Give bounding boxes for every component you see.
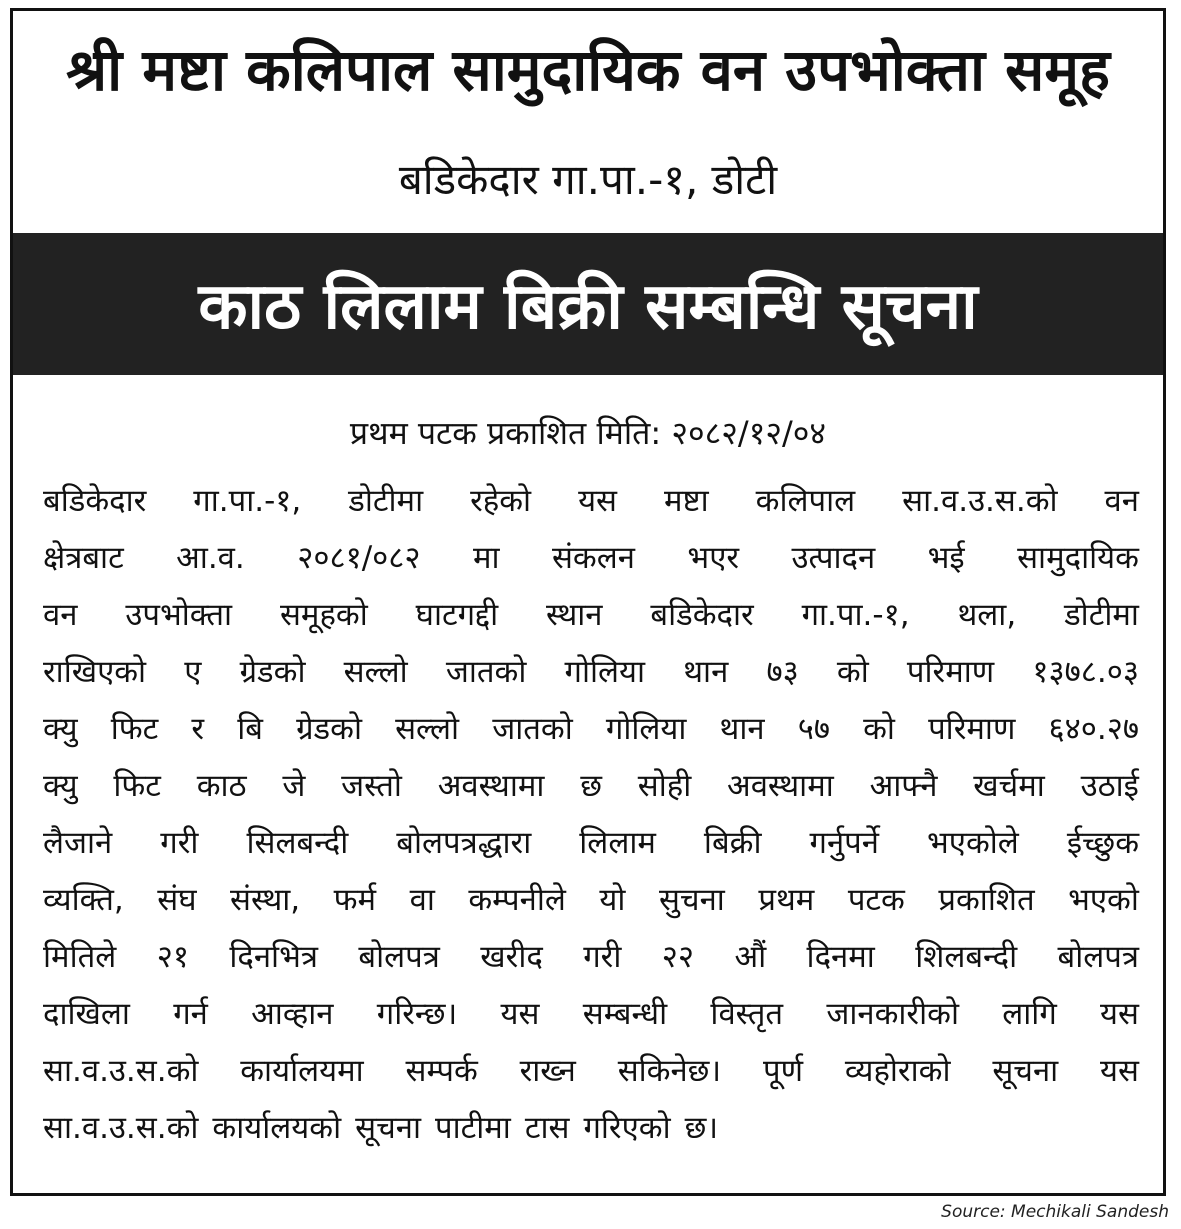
notice-frame (10, 8, 1166, 1196)
paragraph-word: कलिपाल (755, 483, 856, 519)
paragraph-word: गोलिया (564, 654, 646, 690)
paragraph-word: सामुदायिक (1017, 540, 1139, 576)
paragraph-word: बोलपत्र (1057, 939, 1139, 975)
paragraph-word: फिट (110, 711, 159, 747)
paragraph-line (43, 587, 1139, 644)
paragraph-word: मा (472, 540, 500, 576)
paragraph-word: सम्पर्क (405, 1053, 478, 1089)
paragraph-word: दिनमा (806, 939, 875, 975)
paragraph-word: यस (1100, 1053, 1139, 1089)
paragraph-word: अवस्थामा (727, 768, 834, 804)
source-credit: Source: Mechikali Sandesh (941, 1202, 1169, 1222)
organization-address: बडिकेदार गा.पा.-१, डोटी (398, 155, 778, 204)
paragraph-word: लिलाम (579, 825, 656, 861)
paragraph-word: थला, (957, 597, 1017, 633)
paragraph-word: राख्न (519, 1053, 576, 1089)
paragraph-word: बोलपत्र (358, 939, 440, 975)
paragraph-word: वन (1104, 483, 1139, 519)
paragraph-word: काठ (196, 768, 247, 804)
paragraph-word: प्रकाशित (938, 882, 1035, 918)
paragraph-line (43, 701, 1139, 758)
paragraph-word: ७३ (766, 654, 799, 690)
paragraph-word: क्यु (43, 768, 78, 804)
paragraph-word: यस (500, 996, 540, 1032)
paragraph-word: गरी (583, 939, 622, 975)
paragraph-word: सा.व.उ.स.को (43, 1053, 199, 1089)
paragraph-word: सल्लो (343, 654, 408, 690)
paragraph-line (43, 1100, 1139, 1157)
paragraph-word: लैजाने (43, 825, 113, 861)
paragraph-line (43, 815, 1139, 872)
paragraph-word: ग्रेडको (296, 711, 362, 747)
paragraph-word: ५७ (797, 711, 830, 747)
paragraph-word: सुचना (658, 882, 725, 918)
paragraph-word: पूर्ण (763, 1053, 804, 1089)
organization-name: श्री मष्टा कलिपाल सामुदायिक वन उपभोक्ता समूह (66, 36, 1110, 104)
paragraph-word: टास (524, 1110, 570, 1146)
paragraph-word: खर्चमा (973, 768, 1045, 804)
paragraph-word: २०८१/०८२ (297, 540, 421, 576)
paragraph-word: २१ (156, 939, 189, 975)
paragraph-line (43, 758, 1139, 815)
paragraph-word: ईच्छुक (1066, 825, 1139, 861)
paragraph-word: सिलबन्दी (246, 825, 349, 861)
paragraph-word: थान (683, 654, 729, 690)
paragraph-word: कार्यालयको (212, 1110, 342, 1146)
paragraph-word: को (836, 654, 869, 690)
paragraph-word: संस्था, (230, 882, 301, 918)
paragraph-word: १३७८.०३ (1032, 654, 1139, 690)
paragraph-word: क्षेत्रबाट (43, 540, 124, 576)
paragraph-word: आव्हान (251, 996, 334, 1032)
paragraph-word: उठाई (1080, 768, 1139, 804)
publication-date: प्रथम पटक प्रकाशित मिति: २०८२/१२/०४ (349, 414, 827, 452)
paragraph-word: पाटीमा (434, 1110, 511, 1146)
paragraph-word: गरी (160, 825, 199, 861)
paragraph-word: वन (43, 597, 78, 633)
paragraph-word: फर्म (333, 882, 377, 918)
paragraph-word: मष्टा (663, 483, 709, 519)
paragraph-word: आ.व. (176, 540, 245, 576)
title-band (13, 233, 1163, 375)
paragraph-word: जे (282, 768, 306, 804)
paragraph-word: ग्रेडको (239, 654, 306, 690)
paragraph-word: गर्न (173, 996, 208, 1032)
paragraph-word: जानकारीको (826, 996, 959, 1032)
paragraph-word: परिमाण (906, 654, 995, 690)
paragraph-word: डोटीमा (348, 483, 424, 519)
paragraph-word: बडिकेदार (650, 597, 754, 633)
paragraph-line (43, 473, 1139, 530)
paragraph-word: घाटगद्दी (415, 597, 499, 633)
paragraph-word: को (863, 711, 895, 747)
paragraph-word: यो (599, 882, 626, 918)
paragraph-word: पटक (847, 882, 905, 918)
paragraph-word: सा.व.उ.स.को (43, 1110, 199, 1146)
paragraph-word: गरिएको (583, 1110, 671, 1146)
paragraph-word: आफ्नै (869, 768, 938, 804)
paragraph-word: लागि (1002, 996, 1057, 1032)
paragraph-word: मितिले (43, 939, 117, 975)
paragraph-word: जातको (492, 711, 573, 747)
paragraph-word: थान (719, 711, 765, 747)
paragraph-word: शिलबन्दी (915, 939, 1018, 975)
paragraph-line (43, 1043, 1139, 1100)
paragraph-word: सल्लो (395, 711, 460, 747)
paragraph-word: २२ (661, 939, 695, 975)
paragraph-word: गा.पा.-१, (193, 483, 302, 519)
paragraph-line (43, 872, 1139, 929)
paragraph-word: दाखिला (43, 996, 130, 1032)
paragraph-word: खरीद (480, 939, 543, 975)
notice-title: काठ लिलाम बिक्री सम्बन्धि सूचना (198, 270, 978, 344)
paragraph-word: दिनभित्र (229, 939, 318, 975)
paragraph-word: जस्तो (341, 768, 402, 804)
paragraph-word: भई (927, 540, 965, 576)
paragraph-word: सोही (637, 768, 692, 804)
paragraph-word: ६४०.२७ (1048, 711, 1139, 747)
paragraph-word: भएकोले (927, 825, 1019, 861)
paragraph-word: ए (184, 654, 202, 690)
paragraph-word: प्रथम (758, 882, 815, 918)
paragraph-word: रहेको (470, 483, 532, 519)
paragraph-word: बि (237, 711, 263, 747)
paragraph-word: क्यु (43, 711, 78, 747)
paragraph-word: कम्पनीले (468, 882, 566, 918)
paragraph-word: बोलपत्रद्धारा (396, 825, 532, 861)
paragraph-word: डोटीमा (1064, 597, 1139, 633)
paragraph-word: उत्पादन (791, 540, 876, 576)
paragraph-word: व्यक्ति, (43, 882, 124, 918)
paragraph-word: सूचना (992, 1053, 1059, 1089)
paragraph-line (43, 530, 1139, 587)
paragraph-word: समूहको (279, 597, 368, 633)
paragraph-word: वा (409, 882, 435, 918)
paragraph-word: सम्बन्धी (582, 996, 668, 1032)
paragraph-word: गर्नुपर्ने (809, 825, 879, 861)
paragraph-word: र (191, 711, 205, 747)
paragraph-line (43, 986, 1139, 1043)
paragraph-word: जातको (445, 654, 527, 690)
paragraph-word: संकलन (551, 540, 635, 576)
paragraph-word: बडिकेदार (43, 483, 147, 519)
paragraph-word: भएर (687, 540, 740, 576)
paragraph-word: सा.व.उ.स.को (902, 483, 1058, 519)
paragraph-word: विस्तृत (710, 996, 784, 1032)
paragraph-word: औं (734, 939, 767, 975)
paragraph-word: उपभोक्ता (125, 597, 233, 633)
paragraph-word: फिट (113, 768, 161, 804)
paragraph-word: यस (578, 483, 617, 519)
paragraph-word: बिक्री (703, 825, 762, 861)
paragraph-word: गोलिया (605, 711, 687, 747)
paragraph-word: सकिनेछ। (617, 1053, 722, 1089)
paragraph-word: गरिन्छ। (376, 996, 458, 1032)
paragraph-word: स्थान (546, 597, 603, 633)
notice-paragraph (43, 473, 1139, 1157)
paragraph-line (43, 929, 1139, 986)
paragraph-word: गा.पा.-१, (801, 597, 910, 633)
paragraph-word: राखिएको (43, 654, 147, 690)
paragraph-word: अवस्थामा (437, 768, 545, 804)
paragraph-line (43, 644, 1139, 701)
paragraph-word: छ। (684, 1110, 719, 1146)
paragraph-word: यस (1100, 996, 1139, 1032)
paragraph-word: व्यहोराको (844, 1053, 951, 1089)
paragraph-word: परिमाण (928, 711, 1016, 747)
paragraph-word: सूचना (355, 1110, 421, 1146)
paragraph-word: कार्यालयमा (240, 1053, 364, 1089)
notice-header (13, 11, 1163, 233)
paragraph-word: छ (580, 768, 602, 804)
paragraph-word: भएको (1068, 882, 1139, 918)
paragraph-word: संघ (157, 882, 197, 918)
